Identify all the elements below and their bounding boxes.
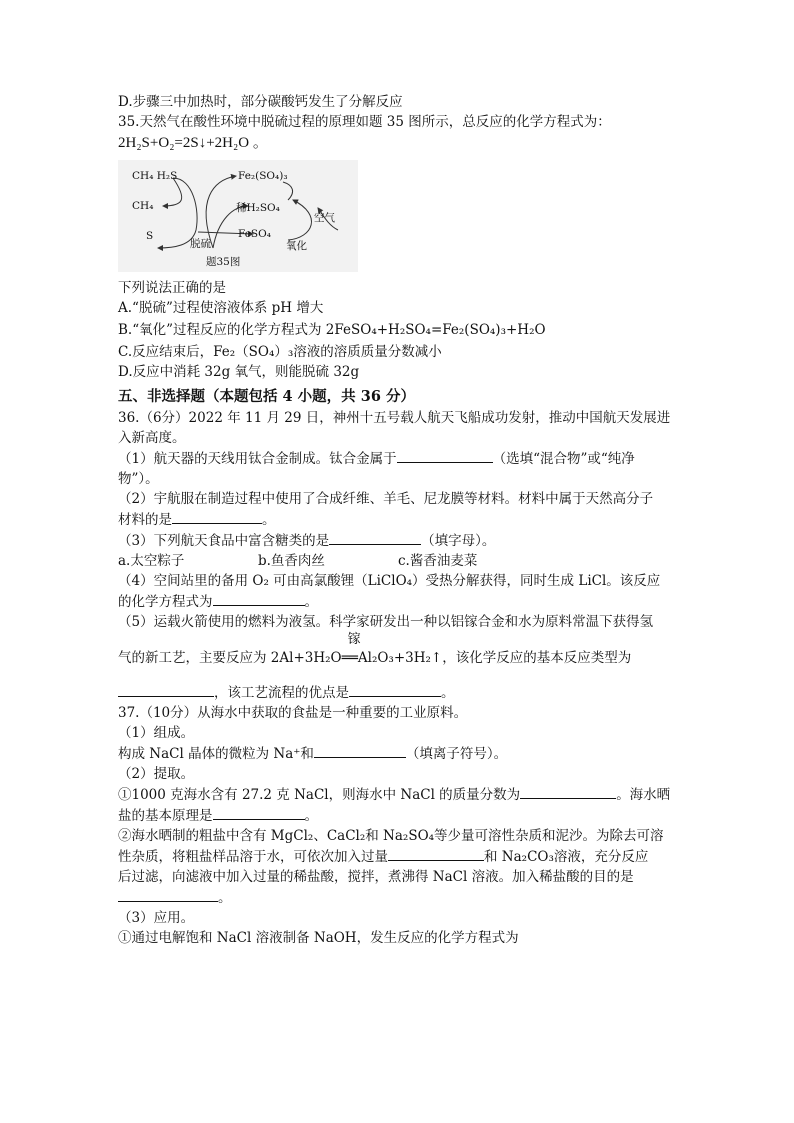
q37-s1-blank[interactable]: [314, 743, 406, 758]
q37-s2d-text: 性杂质，将粗盐样品溶于水，可依次加入过量: [118, 849, 388, 865]
q35-figure: [118, 160, 358, 272]
q36-part-5-equation: [118, 632, 678, 670]
q35-option-b: B.“氧化”过程反应的化学方程式为 2FeSO₄+H₂SO₄=Fe₂(SO₄)₃+H₂O: [118, 322, 546, 338]
q37-s1-heading: （1）组成。: [118, 725, 195, 741]
q34-option-d: D.步骤三中加热时，部分碳酸钙发生了分解反应: [118, 94, 403, 110]
q35-option-d: D.反应中消耗 32g 氧气，则能脱硫 32g: [118, 364, 360, 380]
q36-p5-eq-right: Al₂O₃+3H₂↑，该化学反应的基本反应类型为: [357, 650, 632, 666]
q37-s2a-blank[interactable]: [520, 784, 616, 799]
q36-p1-blank[interactable]: [397, 448, 493, 463]
q37-s1-text: 构成 NaCl 晶体的微粒为 Na⁺和: [118, 746, 314, 762]
q37-s2d: [118, 846, 678, 867]
q36-p2-end: 。: [262, 512, 276, 528]
q37-s2a-text: ①1000 克海水含有 27.2 克 NaCl，则海水中 NaCl 的质量分数为: [118, 787, 521, 803]
q36-stem-2: 入新高度。: [118, 430, 186, 446]
q37-stem: 37.（10分）从海水中获取的食盐是一种重要的工业原料。: [118, 705, 468, 721]
fig-label-ch4: CH₄: [132, 200, 154, 212]
q37-s2f-blank[interactable]: [118, 887, 218, 902]
q37-s2b: [118, 805, 678, 826]
q36-p5-blank-advantage[interactable]: [349, 682, 441, 697]
q36-p4-text: （4）空间站里的备用 O₂ 可由高氯酸锂（LiClO₄）受热分解获得，同时生成 LiCl。该反应: [118, 573, 661, 589]
q36-p5-catalyst: 镓: [347, 632, 361, 647]
q35-option-c: C.反应结束后，Fe₂（SO₄）₃溶液的溶质质量分数减小: [118, 344, 442, 360]
q35-total-equation: 2H₂S+O₂=2S↓+2H₂O 。: [118, 135, 268, 151]
fig-label-air: 空气: [314, 212, 335, 224]
q36-part-2: [118, 509, 678, 530]
q36-part-1: [118, 448, 678, 469]
q36-p4-end: 。: [304, 594, 318, 610]
q37-s2d-blank[interactable]: [388, 846, 484, 861]
fig-label-s: S: [146, 230, 154, 242]
q36-p5-blank-type[interactable]: [118, 682, 214, 697]
q37-s2a: [118, 784, 678, 805]
section-5-heading: 五、非选择题（本题包括 4 小题，共 36 分）: [118, 388, 415, 405]
q37-s2e: 后过滤，向滤液中加入过量的稀盐酸，搅拌，煮沸得 NaCl 溶液。加入稀盐酸的目的是: [118, 869, 634, 885]
q36-p5-advantage-text: ，该工艺流程的优点是: [214, 685, 349, 701]
q36-p1-cont: 物”）。: [118, 471, 159, 487]
q36-p3-text: （3）下列航天食品中富含糖类的是: [118, 533, 330, 549]
q36-p1-hint: （选填“混合物”或“纯净: [492, 451, 635, 467]
q36-p3-options: [118, 551, 538, 571]
q36-p4-lead: 的化学方程式为: [118, 594, 213, 610]
q37-s2d-tail: 和 Na₂CO₃溶液，充分反应: [484, 849, 649, 865]
q36-p5-equals: ══: [341, 650, 358, 666]
q36-part-3: [118, 530, 678, 551]
q36-p4-blank[interactable]: [213, 591, 305, 606]
q37-s2a-tail: 。海水晒: [616, 787, 671, 803]
q36-p5-arrow: [341, 632, 361, 670]
q37-s2f: [118, 887, 678, 908]
q36-part-4: [118, 591, 678, 612]
q35-ask: 下列说法正确的是: [118, 280, 226, 296]
q35-stem: 35.天然气在酸性环境中脱硫过程的原理如题 35 图所示，总反应的化学方程式为：: [118, 114, 611, 130]
q37-s2b-end: 。: [304, 808, 318, 824]
q36-option-a: a.太空粽子: [118, 553, 185, 569]
q36-p3-blank[interactable]: [329, 530, 421, 545]
q37-s3-heading: （3）应用。: [118, 910, 195, 926]
q36-option-b: b.鱼香肉丝: [258, 553, 325, 569]
q36-p5-eq-left: 气的新工艺，主要反应为 2Al+3H₂O: [118, 650, 342, 666]
q36-stem-1: 36.（6分）2022 年 11 月 29 日，神州十五号载人航天飞船成功发射，推动中国航天发展进: [118, 410, 671, 426]
fig-label-ch4-h2s: CH₄ H₂S: [132, 170, 178, 182]
q36-part-5-answers: [118, 682, 678, 703]
q37-s2f-end: 。: [218, 890, 232, 906]
q37-s2b-text: 盐的基本原理是: [118, 808, 213, 824]
fig-caption: 题35图: [206, 256, 241, 268]
fig-label-feso4: FeSO₄: [238, 228, 271, 240]
q37-s3a: ①通过电解饱和 NaCl 溶液制备 NaOH，发生反应的化学方程式为: [118, 930, 519, 946]
q36-p2-lead: 材料的是: [118, 512, 172, 528]
q36-p2-text: （2）宇航服在制造过程中使用了合成纤维、羊毛、尼龙膜等材料。材料中属于天然高分子: [118, 491, 654, 507]
q37-s2-heading: （2）提取。: [118, 766, 195, 782]
fig-label-desulf: 脱硫: [190, 238, 211, 250]
q37-s1-hint: （填离子符号）。: [405, 746, 508, 762]
fig-label-fe2so43: Fe₂(SO₄)₃: [238, 170, 288, 182]
q36-p3-hint: （填字母）。: [421, 533, 496, 549]
q37-s2b-blank[interactable]: [213, 805, 305, 820]
fig-label-h2so4: 稀H₂SO₄: [236, 202, 280, 214]
q36-p5-text: （5）运载火箭使用的燃料为液氢。科学家研发出一种以铝镓合金和水为原料常温下获得氢: [118, 614, 654, 630]
q37-s1: [118, 743, 678, 764]
q35-option-a: A.“脱硫”过程使溶液体系 pH 增大: [118, 300, 324, 316]
q36-p1-text: （1）航天器的天线用钛合金制成。钛合金属于: [118, 451, 397, 467]
exam-page: [118, 92, 678, 948]
fig-label-oxid: 氧化: [286, 240, 307, 252]
q36-p5-end: 。: [441, 685, 455, 701]
q36-p2-blank[interactable]: [172, 509, 262, 524]
q36-option-c: c.酱香油麦菜: [398, 553, 478, 569]
q37-s2c: ②海水晒制的粗盐中含有 MgCl₂、CaCl₂和 Na₂SO₄等少量可溶性杂质和泥沙。为除去可溶: [118, 828, 664, 844]
